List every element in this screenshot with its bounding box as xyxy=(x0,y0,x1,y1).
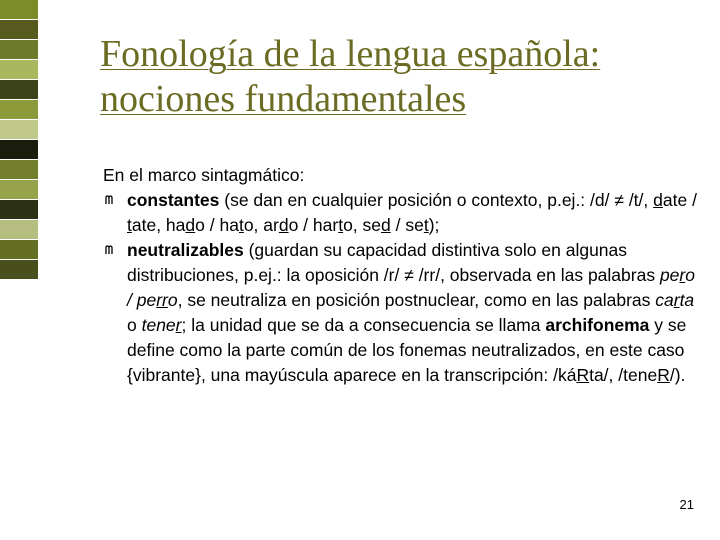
strip-block xyxy=(0,80,38,100)
underlined-letter: R xyxy=(576,365,590,385)
strip-block xyxy=(0,200,38,220)
underlined-letter: t xyxy=(127,215,132,235)
underlined-letter: d xyxy=(278,215,289,235)
strip-block xyxy=(0,140,38,160)
text: o / har xyxy=(288,215,339,235)
strip-block xyxy=(0,240,38,260)
slide-title xyxy=(100,32,700,122)
strip-block xyxy=(0,0,38,20)
text: tene xyxy=(141,315,176,335)
text: ca xyxy=(655,290,674,310)
strip-block xyxy=(0,20,38,40)
term-archifonema: archifonema xyxy=(545,315,650,335)
bullet-marker-icon xyxy=(105,245,115,255)
page-number: 21 xyxy=(679,497,694,512)
text: ta/, /tene xyxy=(589,365,658,385)
example-tener xyxy=(142,315,182,335)
bullet-marker-icon xyxy=(105,195,115,205)
underlined-letter: r xyxy=(673,290,680,310)
decorative-color-strip xyxy=(0,0,38,540)
example-carta xyxy=(655,290,694,310)
text: , se neutraliza en posición postnuclear, como en las palabras xyxy=(177,290,656,310)
strip-block xyxy=(0,100,38,120)
term-neutralizables: neutralizables xyxy=(127,240,244,260)
underlined-letter: r xyxy=(175,315,182,335)
underlined-letter: rr xyxy=(156,290,168,310)
underlined-letter: t xyxy=(423,215,429,235)
text: ate / xyxy=(662,190,697,210)
text: o xyxy=(167,290,178,310)
text: o, ar xyxy=(243,215,279,235)
text: ate, ha xyxy=(131,215,186,235)
underlined-letter: d xyxy=(185,215,196,235)
strip-block xyxy=(0,60,38,80)
text: y se define como la parte común de los fonemas neutralizados, en este caso {vibrante}, una mayúscula aparece en la transcripción: /ká xyxy=(127,315,687,385)
title-line-1: Fonología de la lengua española: xyxy=(100,33,601,75)
bullet-list xyxy=(103,188,703,388)
title-line-2: nociones fundamentales xyxy=(100,78,467,120)
text: o xyxy=(127,315,142,335)
term-constantes: constantes xyxy=(127,190,220,210)
strip-block xyxy=(0,40,38,60)
text: o, se xyxy=(343,215,382,235)
text: /). xyxy=(669,365,686,385)
text: (se dan en cualquier posición o contexto, p.ej.: /d/ ≠ /t/, xyxy=(219,190,654,210)
underlined-letter: t xyxy=(238,215,244,235)
text: ); xyxy=(428,215,440,235)
underlined-letter: r xyxy=(679,265,686,285)
underlined-letter: R xyxy=(657,365,670,385)
strip-block xyxy=(0,160,38,180)
strip-block xyxy=(0,120,38,140)
bullet-item-constantes xyxy=(103,188,703,238)
strip-block xyxy=(0,180,38,200)
underlined-letter: d xyxy=(653,190,663,210)
text: o / pe xyxy=(127,265,695,310)
slide-body xyxy=(103,163,703,388)
intro-text: En el marco sintagmático: xyxy=(103,165,305,185)
text: pe xyxy=(659,265,680,285)
text: / se xyxy=(390,215,424,235)
strip-block xyxy=(0,220,38,240)
underlined-letter: t xyxy=(338,215,344,235)
underlined-letter: d xyxy=(381,215,391,235)
text: (guardan su capacidad distintiva solo en algunas distribuciones, p.ej.: la oposición /r/ ≠ /rr/, observada en las palabras xyxy=(127,240,660,285)
text: ta xyxy=(679,290,695,310)
text: o / ha xyxy=(195,215,239,235)
text: ; la unidad que se da a consecuencia se llama xyxy=(181,315,546,335)
strip-block xyxy=(0,260,38,280)
bullet-item-neutralizables xyxy=(103,238,703,388)
